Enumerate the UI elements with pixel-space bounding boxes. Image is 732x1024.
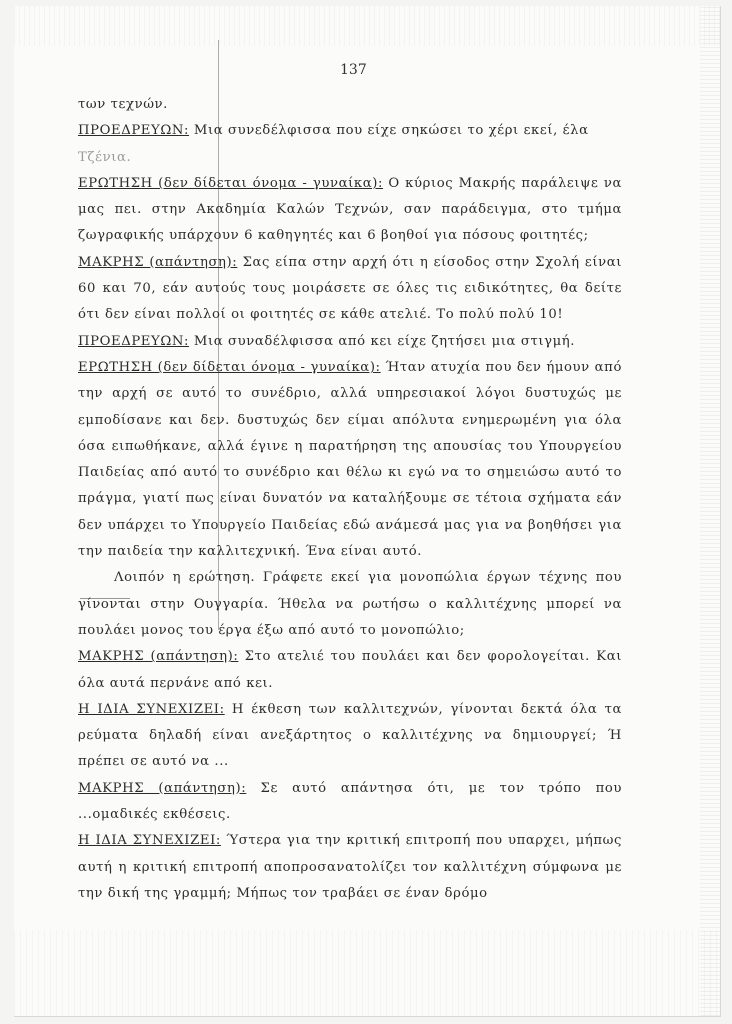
- speaker-label: Η ΙΔΙΑ ΣΥΝΕΧΙΖΕΙ:: [78, 701, 225, 717]
- transcript-paragraph: [78, 644, 622, 697]
- transcript-paragraph: [78, 118, 622, 144]
- speaker-label: ΠΡΟΕΔΡΕΥΩΝ:: [78, 123, 190, 139]
- paragraph-text: Ο κύριος Μακρής παράλειψε να μας πει. στην Ακαδημία Καλών Τεχνών, σαν παράδειγμα, στο τμήμα ζωγραφικής υπάρχουν 6 καθηγητές και 6 βοηθοί για πόσους φοιτητές;: [78, 175, 622, 244]
- speaker-label: Η ΙΔΙΑ ΣΥΝΕΧΙΖΕΙ:: [78, 833, 221, 849]
- paragraph-text: Ύστερα για την κριτική επιτροπή που υπαρχει, μήπως αυτή η κριτική επιτροπή αποπροσανατολίζει τον καλλιτέχνη σύμφωνα με την δική της γραμμή; Μήπως τον τραβάει σε έναν δρόμο: [78, 833, 622, 901]
- paragraph-text: Στο ατελιέ του πουλάει και δεν φορολογείται. Και όλα αυτά περνάνε από κει.: [78, 649, 622, 691]
- transcript-paragraph: [78, 145, 622, 171]
- transcript-paragraph: [78, 329, 622, 355]
- page-number: 137: [340, 62, 367, 78]
- paragraph-text: Τζένια.: [78, 149, 132, 165]
- transcript-paragraph: [78, 250, 622, 329]
- transcript-paragraph: [78, 92, 622, 118]
- speaker-label: ΠΡΟΕΔΡΕΥΩΝ:: [78, 333, 190, 349]
- speaker-label: ΕΡΩΤΗΣΗ (δεν δίδεται όνομα - γυναίκα):: [78, 175, 383, 191]
- paragraph-text: Μια συναδέλφισσα από κει είχε ζητήσει μια στιγμή.: [189, 333, 576, 349]
- transcript-paragraph: [78, 171, 622, 250]
- transcript-paragraph: [78, 828, 622, 907]
- speaker-label: ΜΑΚΡΗΣ (απάντηση):: [78, 254, 238, 270]
- transcript-body: [78, 92, 622, 907]
- transcript-paragraph: [78, 776, 622, 829]
- paragraph-text: Σε αυτό απάντησα ότι, με τον τρόπο που ...ομαδικές εκθέσεις.: [78, 780, 622, 823]
- paragraph-text: Λοιπόν η ερώτηση. Γράφετε εκεί για μονοπώλια έργων τέχνης που γίνονται στην Ουγγαρία. Ήθελα να ρωτήσω ο καλλιτέχνης μπορεί να πουλάει μονος του έργα έξω από αυτό το μονοπώλιο;: [78, 570, 622, 638]
- scan-noise-top: [14, 6, 720, 46]
- speaker-label: ΜΑΚΡΗΣ (απάντηση):: [78, 649, 239, 665]
- scan-noise-bottom: [14, 930, 720, 1016]
- paragraph-text: Η έκθεση των καλλιτεχνών, γίνονται δεκτά όλα τα ρεύματα δηλαδή είναι ανεξάρτητος ο καλλιτέχνης να δημιουργεί; Ή πρέπει σε αυτό να ...: [78, 701, 622, 770]
- paragraph-text: των τεχνών.: [78, 97, 168, 112]
- paragraph-text: Ήταν ατυχία που δεν ήμουν από την αρχή σε αυτό το συνέδριο, αλλά υπηρεσιακοί λόγοι δυστυχώς με εμποδίσανε και δεν. δυστυχώς δεν είμαι απόλυτα ενημερωμένη για όλα όσα ειπωθήκανε, αλλά έγινε η παρατήρηση της απουσίας του Υπουργείου Παιδείας από αυτό το συνέδριο και θέλω κι εγώ να το σημειώσω αυτό το πράγμα, γιατί πως είναι δυνατόν να καταλήξουμε σε τέτοια σχήματα εάν δεν υπάρχει το Υπουργείο Παιδείας εδώ ανάμεσά μας για να βοηθήσει για την παιδεία την καλλιτεχνική. Ένα είναι αυτό.: [78, 359, 622, 560]
- transcript-paragraph: [78, 565, 622, 644]
- transcript-paragraph: [78, 697, 622, 776]
- paragraph-text: Μια συνεδέλφισσα που είχε σηκώσει το χέρι εκεί, έλα: [189, 123, 589, 139]
- speaker-label: ΕΡΩΤΗΣΗ (δεν δίδεται όνομα - γυναίκα):: [78, 359, 381, 375]
- paragraph-text: Σας είπα στην αρχή ότι η είσοδος στην Σχολή είναι 60 και 70, εάν αυτούς τους μοιράσετε σε όλες τις ειδικότητες, θα δείτε ότι δεν είναι πολλοί οι φοιτητές σε κάθε ατελιέ. Το πολύ πολύ 10!: [78, 254, 622, 323]
- speaker-label: ΜΑΚΡΗΣ (απάντηση):: [78, 780, 247, 796]
- scan-noise-right: [700, 6, 720, 1016]
- transcript-paragraph: [78, 355, 622, 565]
